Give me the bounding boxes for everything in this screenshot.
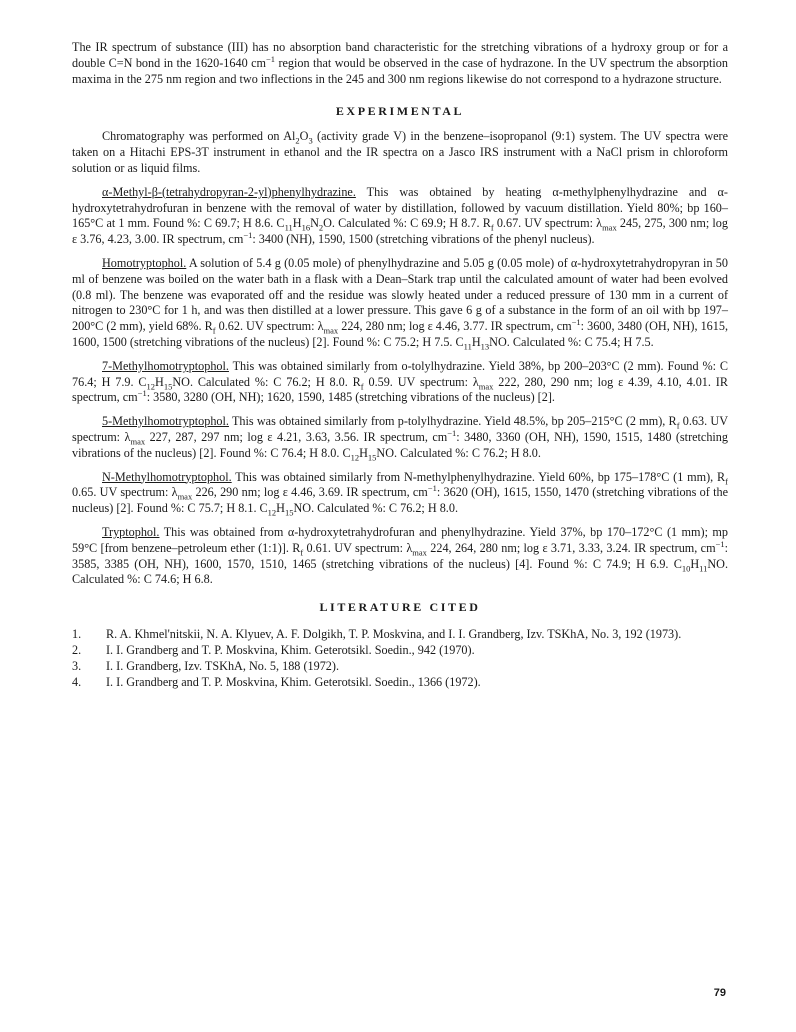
intro-paragraph [72, 40, 728, 87]
text-run: : 3620 (OH), 1615, 1550, 1470 (stretching vibrations of the nucleus) [2]. Found %: C 75.7; H 8.1. C [72, 485, 728, 516]
text-run: NO. Calculated %: C 76.2; H 8.0. [376, 445, 541, 460]
subscript: 13 [480, 341, 490, 352]
compound-title: 7-Methylhomotryptophol. [102, 358, 229, 373]
subscript: 16 [301, 222, 311, 233]
subscript: 12 [350, 452, 360, 463]
reference-number: 2. [72, 642, 82, 657]
superscript: −1 [137, 388, 147, 399]
reference-number: 1. [72, 627, 82, 642]
compound-title: N-Methylhomotryptophol. [102, 469, 232, 484]
superscript: −1 [243, 230, 253, 241]
reference-number: 4. [72, 674, 82, 689]
text-run: 0.59. UV spectrum: λ [363, 374, 479, 389]
reference-item [72, 643, 728, 659]
text-run: H [292, 216, 302, 231]
text-run: 0.61. UV spectrum: λ [303, 540, 413, 555]
text-run: A solution of 5.4 g (0.05 mole) of phenylhydrazine and 5.05 g (0.05 mole) of α-hydroxytetrahydropyran in 50 ml of benzene was boiled on the water bath in a flask with a Dean–Stark trap until the calculated amount of water had been evolved (0.8 ml). The benzene was evaporated off and the residue was slowly heated under a reduced pressure of 130 mm in a current of nitrogen to 230°C for 1 h, and was then distilled at a lower pressure. This gave 6 g of a substance in the form of an oil with bp 197–200°C (2 mm), yield 68%. R [72, 255, 728, 334]
subscript: max [412, 547, 427, 558]
subscript: max [130, 436, 146, 447]
text-run: NO. Calculated %: C 74.6; H 6.8. [72, 556, 728, 587]
text-run: H [276, 501, 285, 516]
superscript: −1 [427, 483, 437, 494]
text-run: O [299, 129, 309, 144]
text-run: NO. Calculated %: C 76.2; H 8.0. [293, 501, 458, 516]
subscript: f [676, 420, 680, 431]
subscript: 15 [367, 452, 377, 463]
compound-paragraph-methyl-thp-phenylhydrazine [72, 185, 728, 248]
text-run: This was obtained similarly from p-tolylhydrazine. Yield 48.5%, bp 205–215°C (2 mm), R [228, 414, 677, 429]
compound-paragraph-5-methylhomotryptophol [72, 414, 728, 461]
subscript: max [478, 380, 494, 391]
subscript: 11 [699, 562, 708, 573]
subscript: 12 [146, 380, 156, 391]
text-run: : 3580, 3280 (OH, NH); 1620, 1590, 1485 (stretching vibrations of the nucleus) [2]. [146, 390, 555, 405]
text-run: NO. Calculated %: C 76.2; H 8.0. R [172, 374, 361, 389]
compound-paragraph-tryptophol [72, 525, 728, 588]
compound-paragraph-homotryptophol [72, 256, 728, 351]
reference-text: I. I. Grandberg and T. P. Moskvina, Khim. Geterotsikl. Soedin., 942 (1970). [106, 642, 475, 657]
text-run: region that would be observed in the case of hydrazone. In the UV spectrum the absorption maxima in the 275 nm region and two inflections in the 245 and 300 nm regions likewise do not correspond to a hydrazone structure. [72, 55, 728, 86]
text-run: 0.67. UV spectrum: λ [493, 216, 603, 231]
chromatography-paragraph [72, 129, 728, 176]
experimental-heading: EXPERIMENTAL [335, 104, 465, 119]
text-run: H [155, 374, 164, 389]
reference-text: I. I. Grandberg, Izv. TSKhA, No. 5, 188 (1972). [106, 658, 339, 673]
text-run: O. Calculated %: C 69.9; H 8.7. R [323, 216, 491, 231]
subscript: f [300, 547, 304, 558]
compound-title: α-Methyl-β-(tetrahydropyran-2-yl)phenylhydrazine. [102, 184, 356, 199]
text-run: This was obtained by heating α-methylphenylhydrazine and α-hydroxytetrahydrofuran in benzene with the removal of water by distillation, followed by vacuum distillation. Yield 80%; bp 160–165°C at 1 mm. Found %: C 69.7; H 8.6. C [72, 184, 728, 231]
text-run: This was obtained from α-hydroxytetrahydrofuran and phenylhydrazine. Yield 37%, bp 170–172°C (1 mm); mp 59°C [from benzene–petroleum ether (1:1)]. R [72, 524, 728, 555]
subscript: max [602, 222, 617, 233]
text-run: : 3480, 3360 (OH, NH), 1590, 1515, 1480 (stretching vibrations of the nucleus) [2]. Found %: C 76.4; H 8.0. C [72, 429, 728, 460]
superscript: −1 [571, 317, 581, 328]
text-run: 245, 275, 300 nm; log ε 3.76, 4.23, 3.00. IR spectrum, cm [72, 216, 728, 247]
subscript: 3 [308, 135, 313, 146]
text-run: 224, 264, 280 nm; log ε 3.71, 3.33, 3.24. IR spectrum, cm [426, 540, 716, 555]
compound-title: Tryptophol. [102, 524, 160, 539]
subscript: 2 [295, 135, 300, 146]
reference-item [72, 675, 728, 691]
subscript: 15 [163, 380, 173, 391]
text-run: : 3585, 3385 (OH, NH), 1600, 1570, 1510, 1465 (stretching vibrations of the nucleus) [4]. Found %: C 74.9; H 6.9. C [72, 540, 728, 571]
subscript: 12 [267, 507, 277, 518]
text-run: (activity grade V) in the benzene–isopropanol (9:1) system. The UV spectra were taken on a Hitachi EPS-3T instrument in ethanol and the IR spectra on a Jasco IRS instrument with a NaCl prism in chloroform solution or as liquid films. [72, 129, 728, 175]
text-run: 222, 280, 290 nm; log ε 4.39, 4.10, 4.01. IR spectrum, cm [72, 374, 728, 405]
text-run: H [471, 334, 481, 349]
text-run: This was obtained similarly from o-tolylhydrazine. Yield 38%, bp 200–203°C (2 mm). Found %: C 76.4; H 7.9. C [72, 358, 728, 389]
page-number: 79 [713, 987, 726, 999]
reference-text: R. A. Khmel'nitskii, N. A. Klyuev, A. F. Dolgikh, T. P. Moskvina, and I. I. Grandberg, Izv. TSKhA, No. 3, 192 (1973). [106, 627, 682, 642]
text-run: 224, 280 nm; log ε 4.46, 3.77. IR spectrum, cm [338, 319, 572, 334]
paper-page [72, 40, 728, 690]
subscript: 2 [318, 222, 324, 233]
text-run: H [690, 556, 700, 571]
text-run: 0.65. UV spectrum: λ [72, 485, 178, 500]
superscript: −1 [715, 538, 725, 549]
text-run: The IR spectrum of substance (III) has no absorption band characteristic for the stretching vibrations of a hydroxy group or for a double C=N bond in the 1620-1640 cm [72, 40, 728, 70]
subscript: max [177, 491, 193, 502]
reference-text: I. I. Grandberg and T. P. Moskvina, Khim. Geterotsikl. Soedin., 1366 (1972). [106, 674, 481, 689]
text-run: This was obtained similarly from N-methylphenylhydrazine. Yield 60%, bp 175–178°C (1 mm), R [231, 469, 726, 484]
compound-title: 5-Methylhomotryptophol. [102, 414, 229, 429]
reference-item [72, 659, 728, 675]
superscript: −1 [447, 427, 457, 438]
compound-paragraph-7-methylhomotryptophol [72, 359, 728, 406]
subscript: 11 [463, 341, 472, 352]
text-run: H [359, 445, 368, 460]
text-run: : 3400 (NH), 1590, 1500 (stretching vibrations of the phenyl nucleus). [252, 232, 595, 247]
text-run: 227, 287, 297 nm; log ε 4.21, 3.63, 3.56. IR spectrum, cm [145, 429, 448, 444]
subscript: 15 [284, 507, 294, 518]
text-run: 0.63. UV spectrum: λ [72, 414, 728, 444]
compound-paragraph-n-methylhomotryptophol [72, 470, 728, 517]
text-run: Chromatography was performed on Al [102, 129, 296, 144]
reference-item [72, 627, 728, 643]
subscript: f [360, 380, 364, 391]
reference-number: 3. [72, 658, 82, 673]
text-run: 226, 290 nm; log ε 4.46, 3.69. IR spectrum, cm [192, 485, 428, 500]
subscript: f [212, 325, 216, 336]
subscript: f [725, 475, 728, 486]
text-run: N [310, 216, 319, 231]
subscript: f [490, 222, 494, 233]
subscript: max [323, 325, 339, 336]
subscript: 11 [284, 222, 293, 233]
text-run: 0.62. UV spectrum: λ [215, 319, 324, 334]
reference-list [72, 627, 728, 690]
subscript: 10 [681, 562, 691, 573]
compound-title: Homotryptophol. [102, 255, 187, 270]
text-run: : 3600, 3480 (OH, NH), 1615, 1600, 1500 (stretching vibrations of the nucleus) [2]. Found %: C 75.2; H 7.5. C [72, 319, 728, 349]
superscript: −1 [265, 53, 276, 64]
literature-cited-heading: LITERATURE CITED [319, 600, 481, 615]
text-run: NO. Calculated %: C 75.4; H 7.5. [489, 334, 654, 349]
